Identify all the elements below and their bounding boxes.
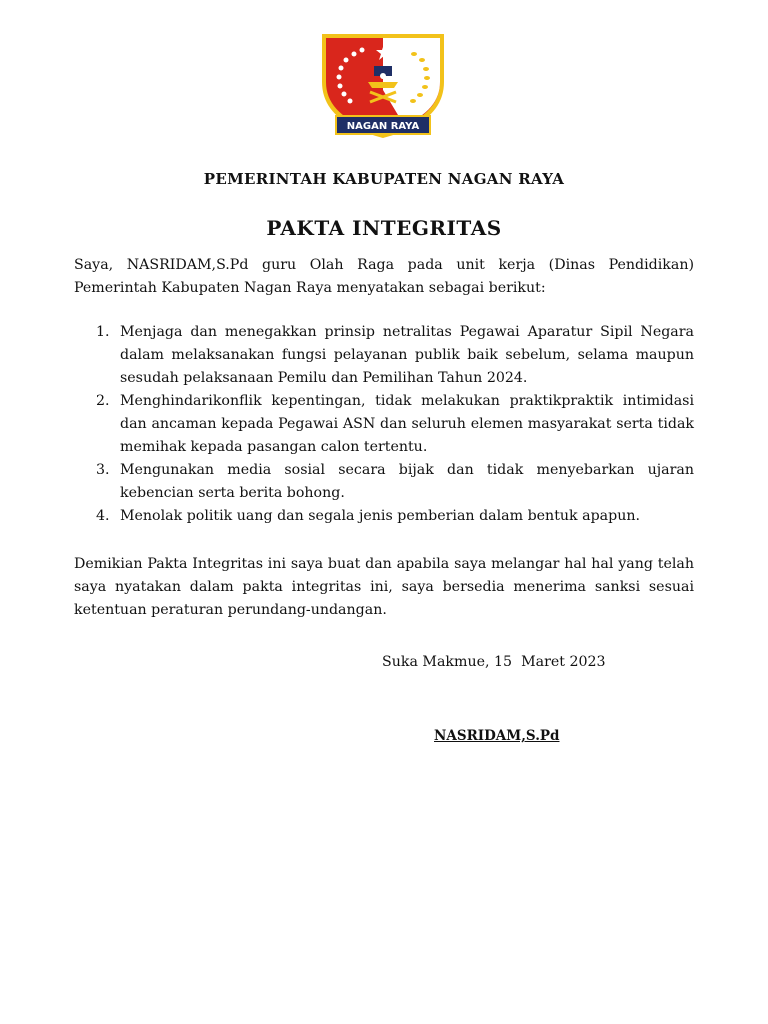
list-item [74, 505, 694, 528]
list-item [74, 390, 694, 459]
list-item [74, 321, 694, 390]
list-item-text: Menghindarikonflik kepentingan, tidak melakukan praktikpraktik intimidasi dan ancaman kepada Pegawai ASN dan seluruh elemen masyarakat serta tidak memihak kepada pasangan calon tertentu. [120, 393, 694, 455]
statement-list [74, 321, 694, 528]
emblem-graphic [314, 30, 452, 140]
emblem-banner-text: NAGAN RAYA [346, 121, 420, 132]
list-item-number: 4. [96, 508, 110, 524]
list-item [74, 459, 694, 505]
document-title: PAKTA INTEGRITAS [266, 216, 502, 240]
government-heading: PEMERINTAH KABUPATEN NAGAN RAYA [203, 170, 565, 188]
closing-paragraph: Demikian Pakta Integritas ini saya buat dan apabila saya melangar hal hal yang telah saya nyatakan dalam pakta integritas ini, saya bersedia menerima sanksi sesuai ketentuan peraturan perundang-undangan. [74, 556, 694, 618]
place-date: Suka Makmue, 15 Maret 2023 [382, 654, 606, 670]
list-item-number: 3. [96, 462, 110, 478]
intro-paragraph: Saya, NASRIDAM,S.Pd guru Olah Raga pada unit kerja (Dinas Pendidikan) Pemerintah Kabupaten Nagan Raya menyatakan sebagai berikut: [74, 257, 694, 296]
list-item-text: Menolak politik uang dan segala jenis pemberian dalam bentuk apapun. [120, 508, 641, 524]
list-item-text: Mengunakan media sosial secara bijak dan tidak menyebarkan ujaran kebencian serta berita bohong. [120, 462, 694, 501]
signer-name: NASRIDAM,S.Pd [434, 728, 560, 744]
list-item-number: 1. [96, 324, 110, 340]
list-item-number: 2. [96, 393, 110, 409]
regency-emblem-logo [314, 30, 452, 140]
list-item-text: Menjaga dan menegakkan prinsip netralitas Pegawai Aparatur Sipil Negara dalam melaksanakan fungsi pelayanan publik baik sebelum, selama maupun sesudah pelaksanaan Pemilu dan Pemilihan Tahun 2024. [120, 324, 694, 386]
